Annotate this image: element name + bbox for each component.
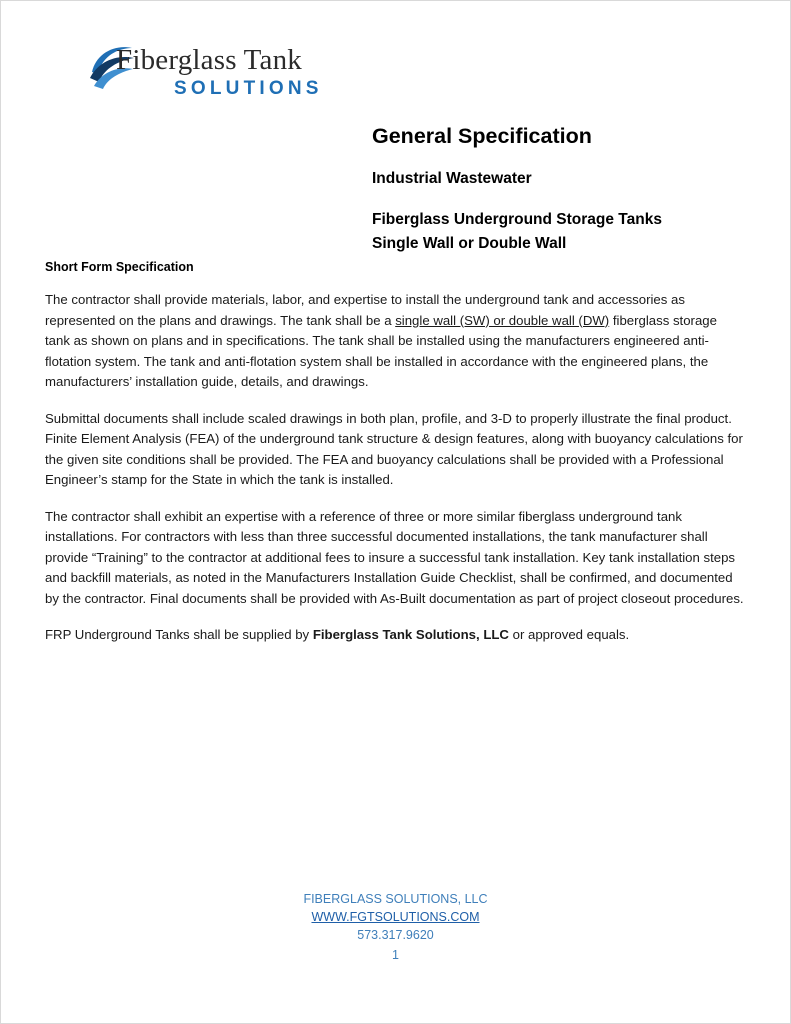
page-title: General Specification xyxy=(372,124,592,148)
subtitle-product-line2: Single Wall or Double Wall xyxy=(372,235,567,252)
company-logo xyxy=(88,40,328,120)
paragraph-2: Submittal documents shall include scaled drawings in both plan, profile, and 3-D to properly illustrate the final product. Finite Element Analysis (FEA) of the underground tank structure & design features, along with buoyancy calculations for the given site conditions shall be provided. The FEA and buoyancy calculations shall be provided with a Professional Engineer’s stamp for the State in which the tank is installed. xyxy=(45,410,743,487)
logo-title: Fiberglass Tank xyxy=(116,44,302,76)
paragraph-1 xyxy=(45,290,745,393)
paragraph-3: The contractor shall exhibit an expertise with a reference of three or more similar fiberglass underground tank installations. For contractors with less than three successful documented installations, the tank manufacturer shall provide “Training” to the contractor at additional fees to insure a successful tank installation. Key tank installation steps and backfill materials, as noted in the Manufacturers Installation Guide Checklist, shall be confirmed, and documented by the contractor. Final documents shall be provided with As-Built documentation as part of project closeout procedures. xyxy=(45,508,744,606)
paragraph-4 xyxy=(45,625,745,646)
paragraph-4-bold: Fiberglass Tank Solutions, LLC xyxy=(312,627,509,642)
logo-text xyxy=(116,40,346,100)
logo-subtitle: SOLUTIONS xyxy=(174,78,323,99)
footer-phone: 573.317.9620 xyxy=(357,928,434,942)
subtitle-product-line1: Fiberglass Underground Storage Tanks xyxy=(372,211,662,228)
footer-page-number: 1 xyxy=(392,948,399,962)
document-body xyxy=(45,260,745,662)
footer-company: FIBERGLASS SOLUTIONS, LLC xyxy=(303,892,488,906)
subtitle-industry: Industrial Wastewater xyxy=(372,170,532,187)
footer-website-link[interactable]: WWW.FGTSOLUTIONS.COM xyxy=(311,910,480,924)
paragraph-4-part-1: FRP Underground Tanks shall be supplied by xyxy=(45,627,313,642)
title-block xyxy=(372,122,732,256)
paragraph-1-part-1: The contractor shall provide materials, labor, and expertise to install the underground tank and accessories as represented on the plans and drawings. The tank shall be a xyxy=(45,292,685,328)
paragraph-4-part-2: or approved equals. xyxy=(508,627,630,642)
page-footer xyxy=(0,890,791,964)
paragraph-1-underlined: single wall (SW) or double wall (DW) xyxy=(395,312,610,328)
short-form-heading: Short Form Specification xyxy=(45,260,194,274)
paragraph-1-part-2: fiberglass storage tank as shown on plans and in specifications. The tank shall be installed using the manufacturers engineered anti-flotation system. The tank and anti-flotation system shall be installed in accordance with the engineered plans, the manufacturers’ installation guide, details, and drawings. xyxy=(45,312,717,389)
